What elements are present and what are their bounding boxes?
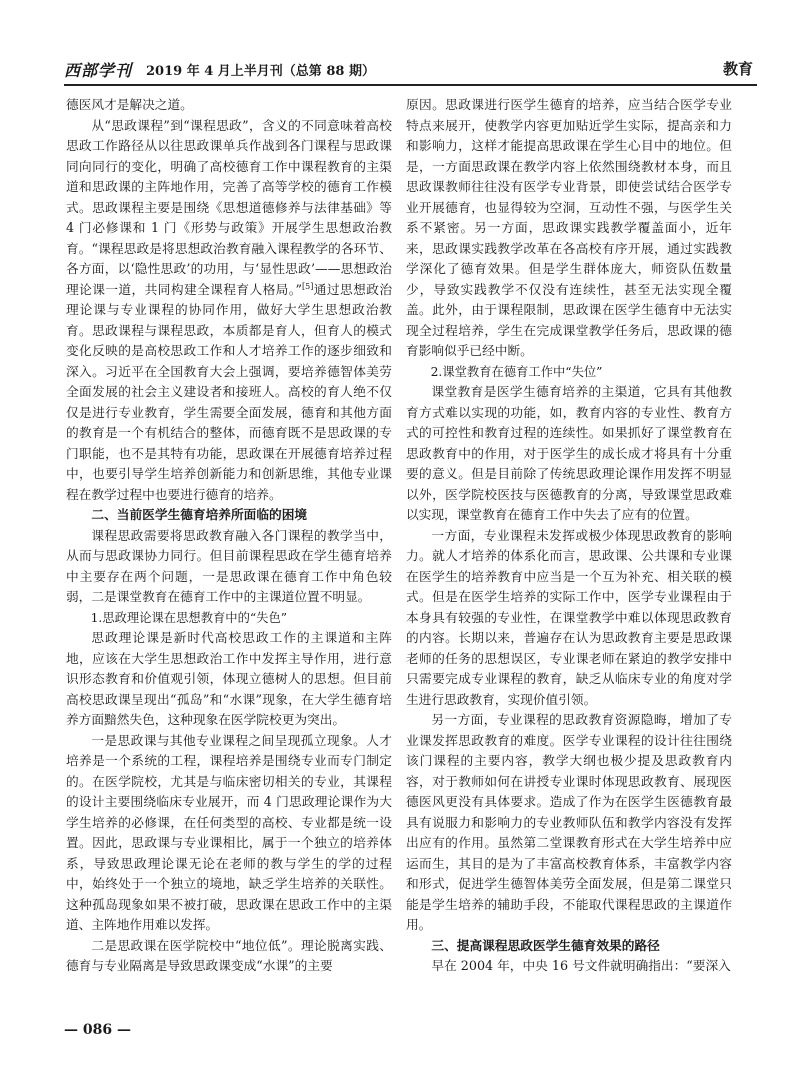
- body-paragraph: [406, 95, 732, 362]
- paragraph-text: 2.课堂教育在德育工作中“失位”: [430, 364, 603, 379]
- body-paragraph: [66, 936, 392, 977]
- paragraph-text: 思政理论课是新时代高校思政工作的主课道和主阵地，应该在大学生思想政治工作中发挥主导作用，进行意识形态教育和价值观引领，体现立德树人的思想。但目前高校思政课呈现出“孤岛”和“水课”现象，在大学生德育培养方面黯然失色，这种现象在医学院校更为突出。: [66, 630, 392, 727]
- body-paragraph: [406, 956, 732, 977]
- page-number: — 086 —: [64, 1022, 131, 1038]
- paragraph-text: 从“思政课程”到“课程思政”，含义的不同意味着高校思政工作路径从以往思政课单兵作战到各门课程与思政课同向同行的变化，明确了高校德育工作中课程教育的主渠道和思政课的主阵地作用，完善了高等学校的德育工作模式。思政课程主要是围绕《思想道德修养与法律基础》等 4 门必修课和 1 门《形势与政策》开展学生思想政治教育。“课程思政是将思想政治教育融入课程教学的各环节、各方面，以‘隐性思政’的功用，与‘显性思政’——思想政治理论课一道，共同构建全课程育人格局。”: [66, 117, 392, 297]
- body-paragraph: [66, 731, 392, 936]
- body-paragraph: [406, 526, 732, 711]
- right-column: [406, 95, 732, 977]
- body-paragraph: [66, 628, 392, 731]
- paragraph-text: 课程思政需要将思政教育融入各门课程的教学当中，从而与思政课协力同行。但目前课程思政在学生德育培养中主要存在两个问题，一是思政课在德育工作中角色较弱，二是课堂教育在德育工作中的主课道位置不明显。: [66, 527, 392, 604]
- paragraph-text: 通过思想政治理论课与专业课程的协同作用，做好大学生思想政治教育。思政课程与课程思政，本质都是育人，但育人的模式变化反映的是高校思政工作和人才培养工作的逐步细致和深入。习近平在全国教育大会上强调，要培养德智体美劳全面发展的社会主义建设者和接班人。高校的育人绝不仅仅是进行专业教育，学生需要全面发展，德育和其他方面的教育是一个有机结合的整体，而德育既不是思政课的专门职能，也不是其特有功能，思政课在开展德育培养过程中，也要引导学生培养创新能力和创新思维，其他专业课程在教学过程中也要进行德育的培养。: [66, 281, 393, 502]
- body-paragraph: [66, 116, 392, 506]
- paragraph-text: 二是思政课在医学院校中“地位低”。理论脱离实践、德育与专业隔离是导致思政课变成“水课”的主要: [66, 937, 392, 973]
- header-rule: [64, 84, 757, 86]
- body-paragraph: [66, 95, 392, 116]
- paragraph-text: 1.思政理论课在思想教育中的“失色”: [90, 610, 288, 625]
- paragraph-text: 早在 2004 年，中央 16 号文件就明确指出：“要深入: [431, 958, 731, 973]
- paragraph-text: 二、当前医学生德育培养所面临的困境: [91, 507, 308, 522]
- issue-info: 2019 年 4 月上半月刊（总第 88 期）: [146, 64, 375, 79]
- section-label: 教育: [722, 60, 753, 78]
- section-heading: [66, 505, 392, 526]
- body-paragraph: [66, 526, 392, 608]
- paragraph-text: 原因。思政课进行医学生德育的培养，应当结合医学专业特点来展开，使教学内容更加贴近学生实际，提高亲和力和影响力，这样才能提高思政课在学生心目中的地位。但是，一方面思政课在教学内容上依然围绕教材本身，而且思政课教师往往没有医学专业背景，即使尝试结合医学专业开展德育，也显得较为空洞，互动性不强，与医学生关系不紧密。另一方面，思政课实践教学覆盖面小，近年来，思政课实践教学改革在各高校有序开展，通过实践教学深化了德育效果。但是学生群体庞大，师资队伍数量少，导致实践教学不仅没有连续性，甚至无法实现全覆盖。此外，由于课程限制，思政课在医学生德育中无法实现全过程培养，学生在完成课堂教学任务后，思政课的德育影响似乎已经中断。: [406, 97, 732, 358]
- section-heading: [406, 936, 732, 957]
- paragraph-text: 三、提高课程思政医学生德育效果的路径: [431, 937, 660, 953]
- citation-marker: [5]: [302, 281, 314, 291]
- paragraph-text: 课堂教育是医学生德育培养的主渠道，它具有其他教育方式难以实现的功能，如，教育内容的专业性、教育方式的可控性和教育过程的连续性。如果抓好了课堂教育在思政教育中的作用，对于医学生的成长成才将具有十分重要的意义。但是目前除了传统思政理论课作用发挥不明显以外，医学院校医技与医德教育的分离，导致课堂思政难以实现，课堂教育在德育工作中失去了应有的位置。: [406, 384, 732, 522]
- body-paragraph: [406, 710, 732, 936]
- subsection-heading: [406, 362, 732, 383]
- paragraph-text: 另一方面，专业课程的思政教育资源隐晦，增加了专业课发挥思政教育的难度。医学专业课程的设计往往围绕该门课程的主要内容，教学大纲也极少提及思政教育内容，对于教师如何在讲授专业课时体现思政教育、展现医德医风更没有具体要求。造成了作为在医学生医德教育最具有说服力和影响力的专业教师队伍和教学内容没有发挥出应有的作用。虽然第二堂课教育形式在大学生培养中应运而生，其目的是为了丰富高校教育体系，丰富教学内容和形式，促进学生德智体美劳全面发展，但是第二课堂只能是学生培养的辅助手段，不能取代课程思政的主课道作用。: [406, 712, 732, 932]
- subsection-heading: [66, 608, 392, 629]
- body-paragraph: [406, 382, 732, 526]
- journal-logo: 西部学刊: [64, 61, 133, 80]
- paragraph-text: 一方面，专业课程未发挥或极少体现思政教育的影响力。就人才培养的体系化而言，思政课、公共课和专业课在医学生的培养教育中应当是一个互为补充、相关联的模式。但是在医学生培养的实际工作中，医学专业课程由于本身具有较强的专业性，在课堂教学中难以体现思政教育的内容。长期以来，普遍存在认为思政教育主要是思政课老师的任务的思想误区，专业课老师在紧迫的教学安排中只需要完成专业课程的教育，缺乏从临床专业的角度对学生进行思政教育，实现价值引领。: [406, 527, 732, 707]
- paragraph-text: 德医风才是解决之道。: [66, 97, 193, 112]
- left-column: [66, 95, 392, 977]
- paragraph-text: 一是思政课与其他专业课程之间呈现孤立现象。人才培养是一个系统的工程，课程培养是围绕专业而专门制定的。在医学院校，尤其是与临床密切相关的专业，其课程的设计主要围绕临床专业展开，而 4 门思政理论课作为大学生培养的必修课，在任何类型的高校、专业都是统一设置。因此，思政课与专业课相比，属于一个独立的培养体系，导致思政理论课无论在老师的教与学生的学的过程中，始终处于一个独立的境地，缺乏学生培养的关联性。这种孤岛现象如果不被打破，思政课在思政工作中的主渠道、主阵地作用难以发挥。: [66, 732, 392, 932]
- running-header: [64, 58, 757, 80]
